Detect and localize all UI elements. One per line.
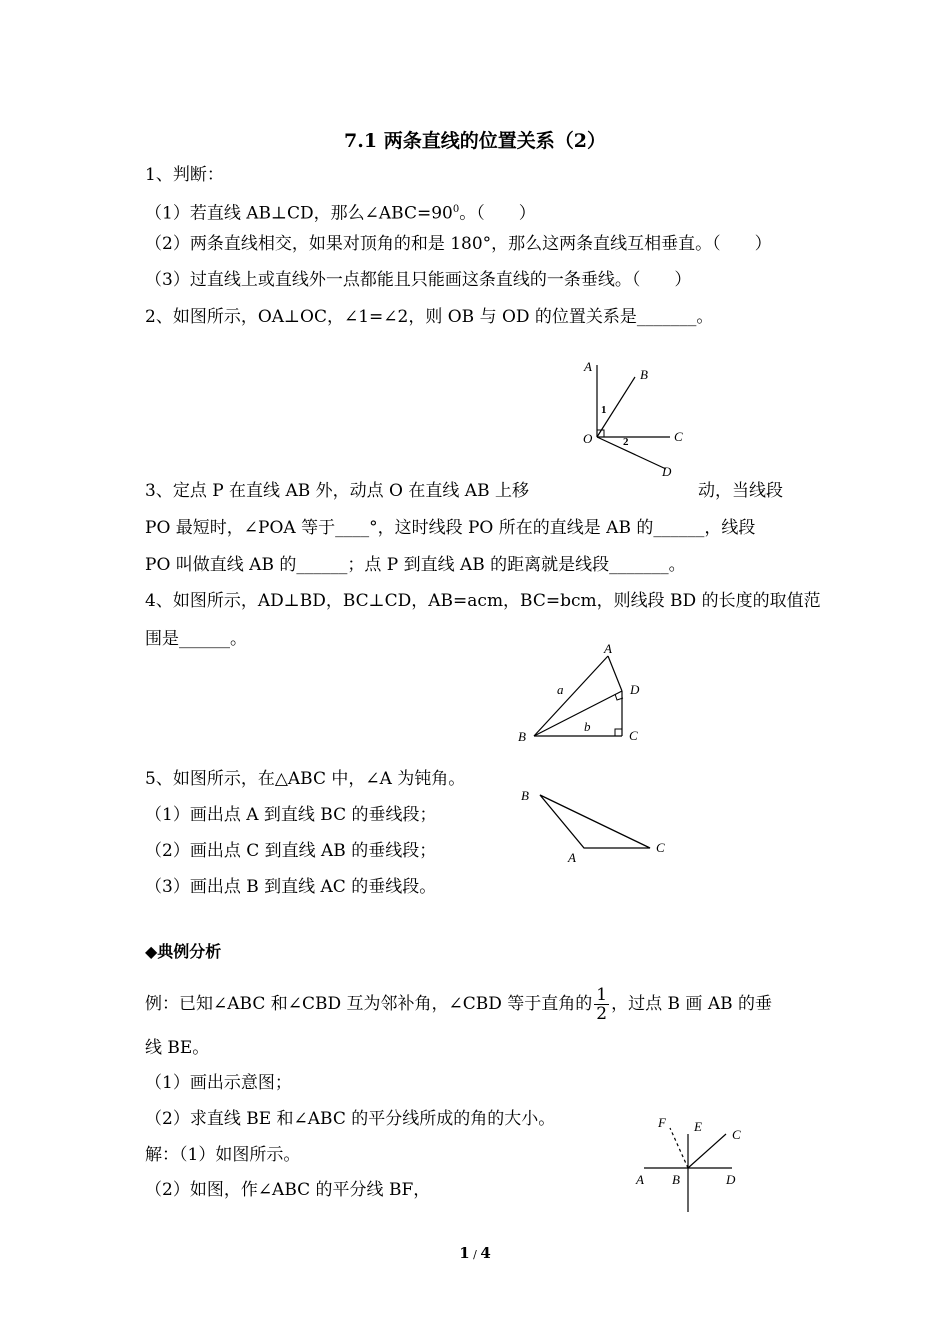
label-a: A bbox=[568, 850, 576, 865]
label-a: A bbox=[584, 359, 592, 374]
label-c: C bbox=[629, 728, 638, 743]
label-f: F bbox=[658, 1115, 666, 1130]
q1-item-1-sup: 0 bbox=[452, 204, 460, 215]
page-separator: / bbox=[469, 1248, 481, 1261]
q1-item-1 bbox=[145, 198, 536, 226]
q5-item-3: （3）画出点 B 到直线 AC 的垂线段。 bbox=[145, 877, 437, 897]
example-part-2: （2）求直线 BE 和∠ABC 的平分线所成的角的大小。 bbox=[145, 1109, 556, 1129]
q5-heading: 5、如图所示，在△ABC 中，∠A 为钝角。 bbox=[145, 769, 466, 789]
q4-line-1: 4、如图所示，AD⊥BD，BC⊥CD，AB=acm，BC=bcm，则线段 BD 的长度的取值范 bbox=[145, 591, 821, 611]
label-c: C bbox=[656, 840, 665, 855]
q1-item-1-suffix: 。（ ） bbox=[459, 203, 536, 224]
page-number bbox=[0, 1244, 950, 1262]
triangle-abc bbox=[540, 795, 650, 848]
label-c: C bbox=[732, 1127, 741, 1142]
example-line-1a: 例：已知∠ABC 和∠CBD 互为邻补角，∠CBD 等于直角的 bbox=[145, 994, 593, 1014]
label-b: B bbox=[640, 367, 648, 382]
q3-line-1b: 动，当线段 bbox=[698, 481, 783, 501]
example-part-1: （1）画出示意图； bbox=[145, 1073, 292, 1093]
q1-item-1-text: （1）若直线 AB⊥CD，那么∠ABC=90 bbox=[145, 203, 453, 224]
bisector-bf bbox=[670, 1128, 688, 1168]
label-b-length: b bbox=[584, 719, 591, 734]
figure-obtuse-triangle bbox=[510, 780, 680, 870]
q1-item-2: （2）两条直线相交，如果对顶角的和是 180°，那么这两条直线互相垂直。（ ） bbox=[145, 234, 772, 254]
angle-1-label: 1 bbox=[601, 404, 607, 416]
q5-item-2: （2）画出点 C 到直线 AB 的垂线段； bbox=[145, 841, 437, 861]
figure-perpendicular-rays bbox=[570, 355, 700, 485]
label-c: C bbox=[674, 429, 683, 444]
page-title: 7.1 两条直线的位置关系（2） bbox=[344, 130, 606, 152]
ray-bc bbox=[688, 1134, 726, 1168]
angle-2-label: 2 bbox=[623, 436, 629, 448]
segment-ad bbox=[608, 656, 622, 691]
q3-line-3: PO 叫做直线 AB 的______；点 P 到直线 AB 的距离就是线段_______。 bbox=[145, 555, 686, 575]
q2-text: 2、如图所示，OA⊥OC，∠1=∠2，则 OB 与 OD 的位置关系是_______。 bbox=[145, 307, 714, 327]
example-line-2: 线 BE。 bbox=[145, 1038, 210, 1058]
example-line-1b: ，过点 B 画 AB 的垂 bbox=[611, 994, 773, 1014]
label-d: D bbox=[662, 464, 672, 479]
solution-2: （2）如图，作∠ABC 的平分线 BF， bbox=[145, 1180, 431, 1200]
label-d: D bbox=[630, 682, 640, 697]
q1-heading: 1、判断： bbox=[145, 165, 224, 185]
label-b: B bbox=[518, 729, 526, 744]
label-b: B bbox=[672, 1172, 680, 1187]
fraction-numerator: 1 bbox=[596, 985, 608, 1005]
figure-right-triangles bbox=[510, 640, 660, 750]
q3-line-2: PO 最短时，∠POA 等于____°，这时线段 PO 所在的直线是 AB 的______，线段 bbox=[145, 518, 756, 538]
label-e: E bbox=[694, 1119, 702, 1134]
segment-bd bbox=[534, 691, 622, 736]
solution-1: 解：（1）如图所示。 bbox=[145, 1145, 301, 1165]
q3-line-1a: 3、定点 P 在直线 AB 外，动点 O 在直线 AB 上移 bbox=[145, 481, 529, 501]
example-line-1 bbox=[145, 986, 772, 1023]
q4-line-2: 围是______。 bbox=[145, 629, 247, 649]
segment-ab bbox=[534, 656, 608, 736]
figure-supplementary-angles bbox=[630, 1112, 760, 1217]
label-b: B bbox=[521, 788, 529, 803]
fraction-denominator: 2 bbox=[596, 1004, 608, 1024]
total-pages: 4 bbox=[480, 1244, 491, 1262]
example-heading: ◆典例分析 bbox=[145, 942, 222, 961]
current-page: 1 bbox=[459, 1244, 470, 1262]
ray-od bbox=[597, 437, 666, 469]
label-a-length: a bbox=[557, 682, 564, 697]
fraction-one-half bbox=[594, 986, 609, 1023]
q1-item-3: （3）过直线上或直线外一点都能且只能画这条直线的一条垂线。（ ） bbox=[145, 270, 692, 290]
right-angle-mark-c bbox=[615, 729, 622, 736]
label-a: A bbox=[636, 1172, 644, 1187]
label-a: A bbox=[604, 641, 612, 656]
label-d: D bbox=[726, 1172, 736, 1187]
label-o: O bbox=[583, 431, 593, 446]
q5-item-1: （1）画出点 A 到直线 BC 的垂线段； bbox=[145, 805, 437, 825]
